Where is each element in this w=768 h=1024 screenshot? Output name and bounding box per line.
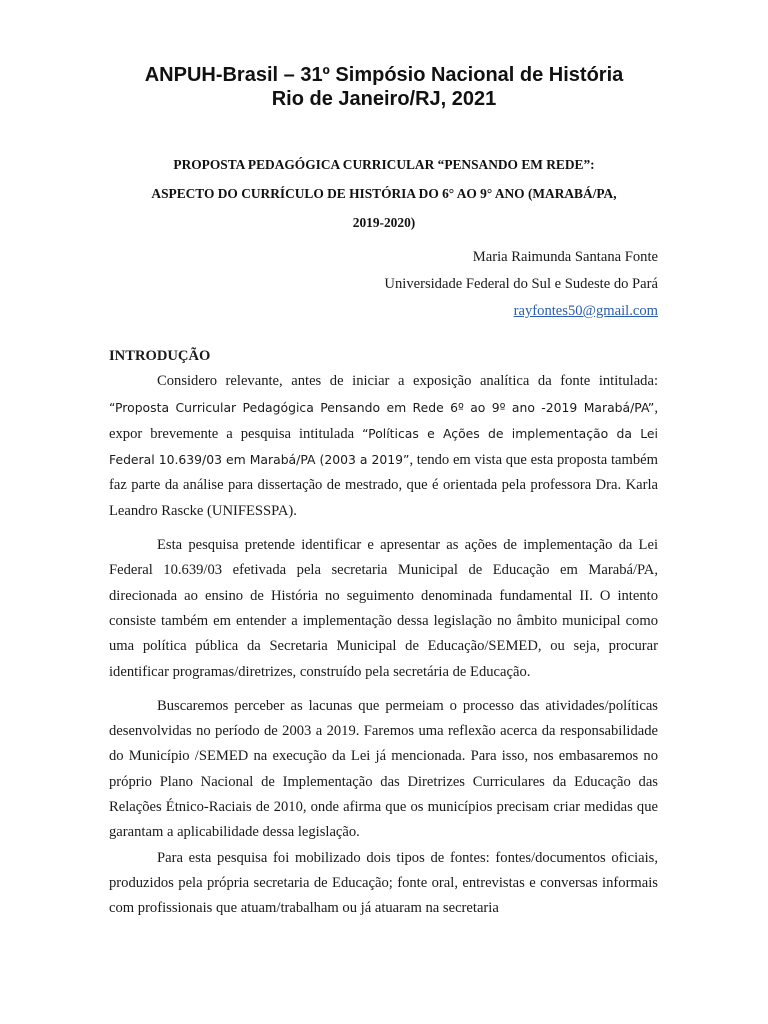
- conference-name: ANPUH-Brasil – 31º Simpósio Nacional de História: [144, 64, 624, 86]
- introduction-section: [109, 344, 658, 922]
- paragraph-1-text-c: , expor brevemente a pesquisa intitulada: [109, 399, 658, 442]
- source-title-quote: “Proposta Curricular Pedagógica Pensando em Rede 6º ao 9º ano -2019 Marabá/PA”: [109, 399, 655, 415]
- paper-title-line-1: PROPOSTA PEDAGÓGICA CURRICULAR “PENSANDO EM REDE”:: [173, 157, 595, 172]
- paragraph-1-text-e: , tendo em vista que esta proposta também faz parte da análise para dissertação de mestrado, que é orientada pela professora Dra. Karla Leandro Rascke (UNIFESSPA).: [109, 452, 658, 519]
- paragraph-4: Para esta pesquisa foi mobilizado dois tipos de fontes: fontes/documentos oficiais, produzidos pela própria secretaria de Educação; fonte oral, entrevistas e conversas informais com profissionais que atuam/trabalham ou já atuaram na secretaria: [109, 849, 658, 917]
- paper-title: [108, 150, 660, 237]
- paragraph-1-text-a: Considero relevante, antes de iniciar a exposição analítica da fonte intitulada:: [157, 373, 658, 390]
- paper-title-line-3: 2019-2020): [352, 215, 416, 230]
- paragraph-1: [109, 369, 658, 524]
- paper-title-line-2: ASPECTO DO CURRÍCULO DE HISTÓRIA DO 6° AO 9° ANO (MARABÁ/PA,: [151, 186, 617, 201]
- conference-location: Rio de Janeiro/RJ, 2021: [271, 88, 497, 110]
- author-email-link[interactable]: rayfontes50@gmail.com: [513, 303, 658, 319]
- paragraph-3: Buscaremos perceber as lacunas que permeiam o processo das atividades/políticas desenvolvidas no período de 2003 a 2019. Faremos uma reflexão acerca da responsabilidade do Município /SEMED na execução da Lei já mencionada. Para isso, nos embasaremos no próprio Plano Nacional de Implementação das Diretrizes Curriculares da Educação das Relações Étnico-Raciais de 2010, onde afirma que os municípios precisam criar medidas que garantam a aplicabilidade dessa legislação.: [109, 697, 658, 841]
- conference-header: [0, 63, 768, 111]
- author-name: Maria Raimunda Santana Fonte: [472, 249, 658, 265]
- author-affiliation: Universidade Federal do Sul e Sudeste do Pará: [384, 276, 658, 292]
- paragraph-2: Esta pesquisa pretende identificar e apresentar as ações de implementação da Lei Federal 10.639/03 efetivada pela secretaria Municipal de Educação em Marabá/PA, direcionada ao ensino de História no seguimento denominada fundamental II. O intento consiste também em entender a implementação dessa legislação no âmbito municipal como uma política pública da Secretaria Municipal de Educação/SEMED, ou seja, procurar identificar programas/diretrizes, construído pela secretária de Educação.: [109, 537, 658, 680]
- section-heading: INTRODUÇÃO: [109, 348, 211, 364]
- author-block: [384, 244, 658, 325]
- research-title-quote: “Políticas e Ações de implementação da Lei Federal 10.639/03 em Marabá/PA (2003 a 2019”: [109, 425, 658, 468]
